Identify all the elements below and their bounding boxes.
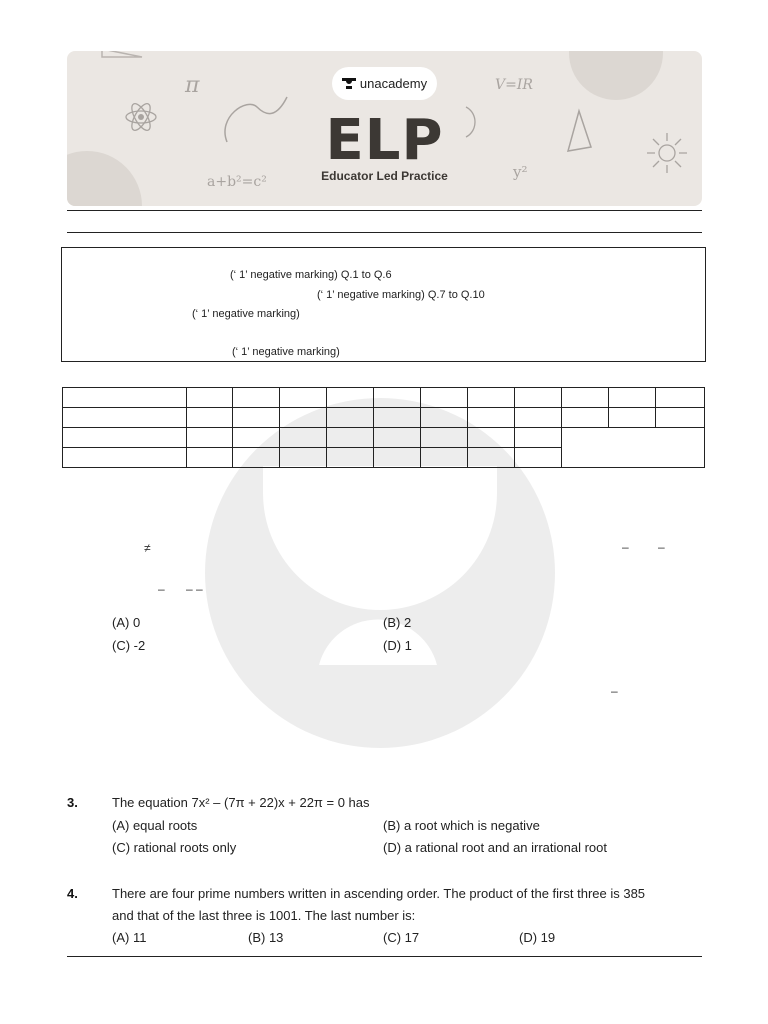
question-text: There are four prime numbers written in ascending order. The product of the first three is 385	[112, 886, 646, 901]
option: (D) 1	[383, 638, 412, 653]
math-fragment: –	[658, 540, 665, 554]
unacademy-logo-icon	[342, 78, 356, 90]
option: (B) 2	[383, 615, 412, 630]
header-banner	[67, 51, 702, 206]
marking-note: (‘ 1’ negative marking)	[232, 346, 340, 358]
option: (D) a rational root and an irrational root	[383, 840, 608, 855]
doodle-formula: a+b²=c²	[207, 174, 267, 190]
brand-name: unacademy	[359, 76, 428, 91]
question-text: The equation 7x² – (7π + 22)x + 22π = 0 has	[112, 795, 370, 810]
table-row	[63, 388, 705, 408]
marking-note: (‘ 1’ negative marking) Q.7 to Q.10	[317, 289, 485, 301]
option: (B) 13	[248, 930, 284, 945]
math-fragment: –	[611, 684, 618, 698]
score-grid	[62, 387, 705, 468]
option: (D) 19	[519, 930, 556, 945]
option: (C) rational roots only	[112, 840, 237, 855]
marking-note: (‘ 1’ negative marking) Q.1 to Q.6	[230, 269, 392, 281]
doodle-triangle-icon	[565, 107, 595, 153]
doodle-y-squared: y²	[513, 163, 528, 181]
decor-circle-right	[569, 51, 663, 100]
option: (A) 0	[112, 615, 141, 630]
page-subtitle: Educator Led Practice	[321, 169, 448, 183]
marking-scheme-box	[61, 247, 706, 362]
question-number: 4.	[67, 886, 78, 901]
math-fragment: – –	[186, 582, 203, 596]
question-text: and that of the last three is 1001. The last number is:	[112, 908, 416, 923]
doodle-pi: π	[185, 73, 200, 98]
table-row	[63, 408, 705, 428]
option: (A) equal roots	[112, 818, 198, 833]
option: (C) 17	[383, 930, 420, 945]
option: (B) a root which is negative	[383, 818, 540, 833]
rule-top-2	[67, 232, 702, 233]
table-row	[63, 428, 705, 448]
doodle-triangle-ruler-icon	[97, 51, 147, 63]
math-fragment: –	[622, 540, 629, 554]
rule-top-1	[67, 210, 702, 211]
doodle-arc-icon	[462, 105, 482, 139]
doodle-ohms-law: V=IR	[495, 77, 533, 93]
math-fragment: –	[158, 582, 165, 596]
option: (A) 11	[112, 930, 147, 945]
sun-icon	[645, 131, 689, 175]
page-title: ELP	[325, 108, 444, 173]
math-fragment: ≠	[144, 541, 151, 555]
question-number: 3.	[67, 795, 78, 810]
marking-note: (‘ 1’ negative marking)	[192, 308, 300, 320]
unacademy-logo	[332, 67, 437, 100]
rule-bottom	[67, 956, 702, 957]
option: (C) -2	[112, 638, 146, 653]
